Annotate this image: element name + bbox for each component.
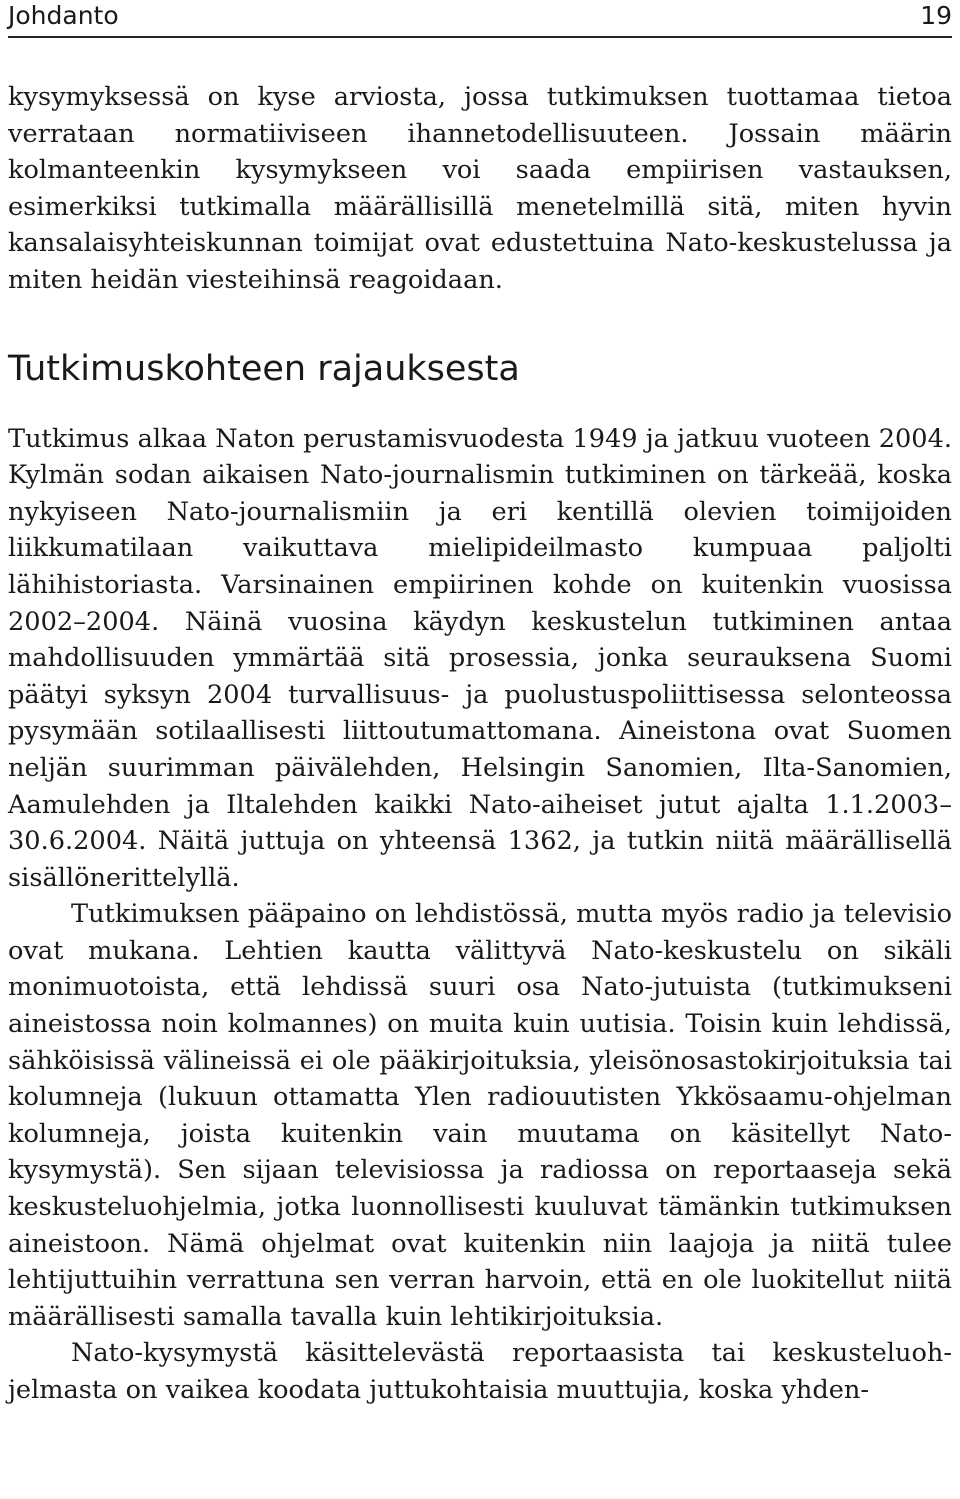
section-heading: Tutkimuskohteen rajauksesta	[8, 348, 520, 389]
body-paragraph: Tutkimus alkaa Naton perustamisvuodesta 1949 ja jatkuu vuoteen 2004. Kylmän sodan aikaisen Nato-journalismin tutkiminen on tärkeää, koska nykyiseen Nato-journalismiin ja eri kentillä olevien toimijoiden liikkumatilaan vaikuttava mielipideilmasto kumpuaa paljolti lähihistoriasta. Varsinainen empiirinen kohde on kuitenkin vuosissa 2002–2004. Näinä vuosina käydyn keskustelun tutkiminen antaa mahdollisuuden ymmärtää sitä prosessia, jonka seurauksena Suomi päätyi syksyn 2004 turvallisuus- ja puolustuspoliittisessa selonteossa pysymään sotilaallisesti liittoutumattomana. Aineistona ovat Suomen neljän suurimman päivälehden, Helsingin Sanomien, Ilta-Sanomien, Aamulehden ja Iltalehden kaikki Nato-aiheiset jutut ajalta 1.1.2003–30.6.2004. Näitä juttuja on yhteensä 1362, ja tutkin niitä määrällisellä sisällönerittelyllä.	[8, 423, 952, 893]
running-header	[8, 0, 952, 38]
running-header-section: Johdanto	[8, 1, 119, 30]
body-paragraph: Tutkimuksen pääpaino on lehdistössä, mutta myös radio ja televisio ovat mukana. Lehtien kautta välittyvä Nato-keskustelu on sikäli monimuotoista, että lehdissä suuri osa Nato-jutuista (tutkimukseni aineistossa noin kolmannes) on muita kuin uutisia. Toisin kuin lehdissä, sähköisissä välineissä ei ole pääkirjoituksia, yleisönosastokirjoituksia tai kolumneja (lukuun ottamatta Ylen radiouutisten Ykkösaamu-ohjelman kolumneja, joista kuitenkin vain muutama on käsitellyt Nato-kysymystä). Sen sijaan televisiossa ja radiossa on reportaaseja sekä keskusteluohjelmia, jotka luonnollisesti kuuluvat tämänkin tutkimuksen aineistoon. Nämä ohjelmat ovat kuitenkin niin laajoja ja niitä tulee lehtijuttuihin verrattuna sen verran harvoin, että en ole luokitellut niitä määrällisesti samalla tavalla kuin lehtikirjoituksia.	[8, 899, 952, 1332]
body-paragraph: kysymyksessä on kyse arviosta, jossa tutkimuksen tuottamaa tietoa verrataan normatiiviseen ihannetodellisuuteen. Jossain määrin kolmanteenkin kysymykseen voi saada empiirisen vastauksen, esimerkiksi tutkimalla määrällisillä menetelmillä sitä, miten hyvin kansalaisyhteiskunnan toimijat ovat edustettuina Nato-keskustelussa ja miten heidän viesteihinsä reagoidaan.	[8, 82, 952, 295]
page-body	[8, 79, 952, 1409]
page-number: 19	[920, 1, 952, 30]
body-paragraph: Nato-kysymystä käsittelevästä reportaasista tai keskusteluohjelmasta on vaikea koodata juttukohtaisia muuttujia, koska yhden-	[8, 1338, 952, 1405]
